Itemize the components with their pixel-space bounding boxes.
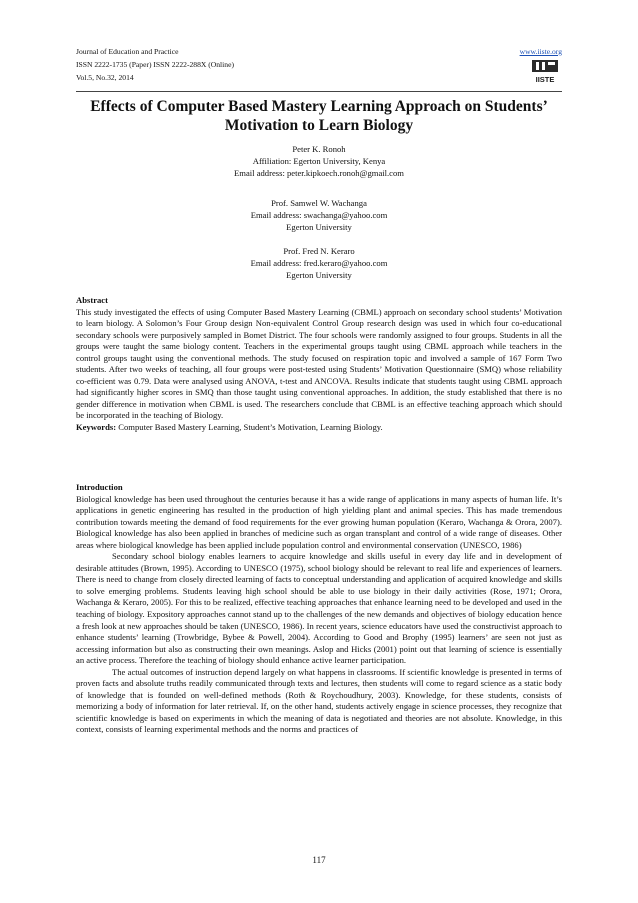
logo-text: IISTE [535,75,555,84]
keywords-label: Keywords: [76,422,117,433]
author-3-affiliation: Egerton University [286,270,352,280]
author-3-email: Email address: fred.keraro@yahoo.com [250,258,388,268]
author-block-2 [76,197,562,233]
journal-url-link[interactable]: www.iiste.org [519,47,562,56]
abstract-text: This study investigated the effects of using Computer Based Mastery Learning (CBML) approach on secondary school students’ Motivation to learn biology. A Solomon’s Four Group design Non-equivalent Control Group research design was used in which four co-educational secondary schools were purposively sampled in Bomet District. The four schools were randomly assigned to four groups. Students in all the groups were taught the same biology content. Teachers in the experimental groups taught using CBML approach while teachers in the control groups taught using the conventional methods. The study focused on respiration topic and involved a sample of 167 Form Two students. After two weeks of teaching, all four groups were post-tested using Students’ Motivation Questionnaire (SMQ) whose reliability co-efficient was 0.79. Data were analysed using ANOVA, t-test and ANCOVA. Results indicate that students taught using CBML approach had significantly higher scores in SMQ than those taught using conventional approaches. In addition, the study established that there is no gender difference in motivation when CBML is used. The researchers conclude that CBML is an effective teaching approach which should be incorporated in the teaching of Biology. [76,306,562,421]
introduction-section [76,482,562,736]
author-3-name: Prof. Fred N. Keraro [283,246,355,256]
author-1-name: Peter K. Ronoh [292,144,346,154]
header-divider [76,91,562,92]
abstract-section [76,295,562,434]
author-block-1 [76,143,562,179]
page-number: 117 [312,855,326,865]
author-1-email: Email address: peter.kipkoech.ronoh@gmail.com [234,168,404,178]
author-2-name: Prof. Samwel W. Wachanga [271,198,367,208]
iiste-logo [530,57,560,87]
author-1-affiliation: Affiliation: Egerton University, Kenya [252,156,386,166]
introduction-heading: Introduction [76,482,123,492]
keywords-line [76,422,562,434]
journal-issn: ISSN 2222-1735 (Paper) ISSN 2222-288X (Online) [76,60,234,69]
keywords-text: Computer Based Mastery Learning, Student’s Motivation, Learning Biology. [116,422,383,433]
journal-header [76,44,562,96]
intro-paragraph-2: Secondary school biology enables learners to acquire knowledge and skills useful in every day life and in development of desirable attitudes (Brown, 1995). According to UNESCO (1975), school biology should be relevant to real life and experiences of learners. There is need to change from closely directed learning of facts to conceptual understanding and application of acquired knowledge and skills to solve emerging problems. Students leaving high school should be able to use biology in their daily activities (Rose, 1971; Orora, Wachanga & Keraro, 2005). For this to be realized, effective teaching approaches that enhance learning need to be developed and used in the teaching of biology. Expository approaches cannot stand up to the challenges of the new demands and objectives of biology education hence a fresh look at new approaches should be taken (UNESCO, 1986). In recent years, science educators have used the constructivist approach to enhance students’ learning (Trowbridge, Bybee & Powell, 2004). According to Good and Brophy (1995) learners’ are seen not just as accessing information but also as constructing their own meanings. Aslop and Hicks (2001) point out that learning of science is essentially an active process. Therefore the teaching of biology should enhance active learner participation. [76,551,562,666]
author-2-email: Email address: swachanga@yahoo.com [250,210,388,220]
journal-volume: Vol.5, No.32, 2014 [76,73,134,82]
journal-name: Journal of Education and Practice [76,47,179,56]
author-block-3 [76,245,562,281]
abstract-heading: Abstract [76,295,108,305]
intro-paragraph-3: The actual outcomes of instruction depend largely on what happens in classrooms. If scientific knowledge is presented in terms of proven facts and absolute truths readily communicated through texts and lectures, then students will come to regard science as a static body of knowledge that is founded on well-defined methods (Roth & Roychoudhury, 2003). Knowledge, for these students, consists of memorizing a body of information for later retrieval. If, on the other hand, students actively engage in science processes, they recognize that scientific knowledge is based on experiments in which the meaning of data is negotiated and theories are not absolute. Knowledge, in this context, consists of learning experimental methods and the norms and practices of [76,666,562,735]
intro-paragraph-1: Biological knowledge has been used throughout the centuries because it has a wide range of applications in many aspects of human life. It’s applications in genetic engineering has resulted in the production of high yielding plant and animal species. This has made tremendous contribution towards meeting the demand of food requirements for the ever growing human population (Keraro, Wachanga & Orora, 2007). Biological knowledge has also been applied in branches of medicine such as organ transplant and control of a wide range of diseases. Other areas where biological knowledge has been applied include population control and environmental conservation (UNESCO, 1986) [76,493,562,550]
author-2-affiliation: Egerton University [286,222,352,232]
paper-title: Effects of Computer Based Mastery Learning Approach on Students’ Motivation to Learn Biology [90,98,548,134]
